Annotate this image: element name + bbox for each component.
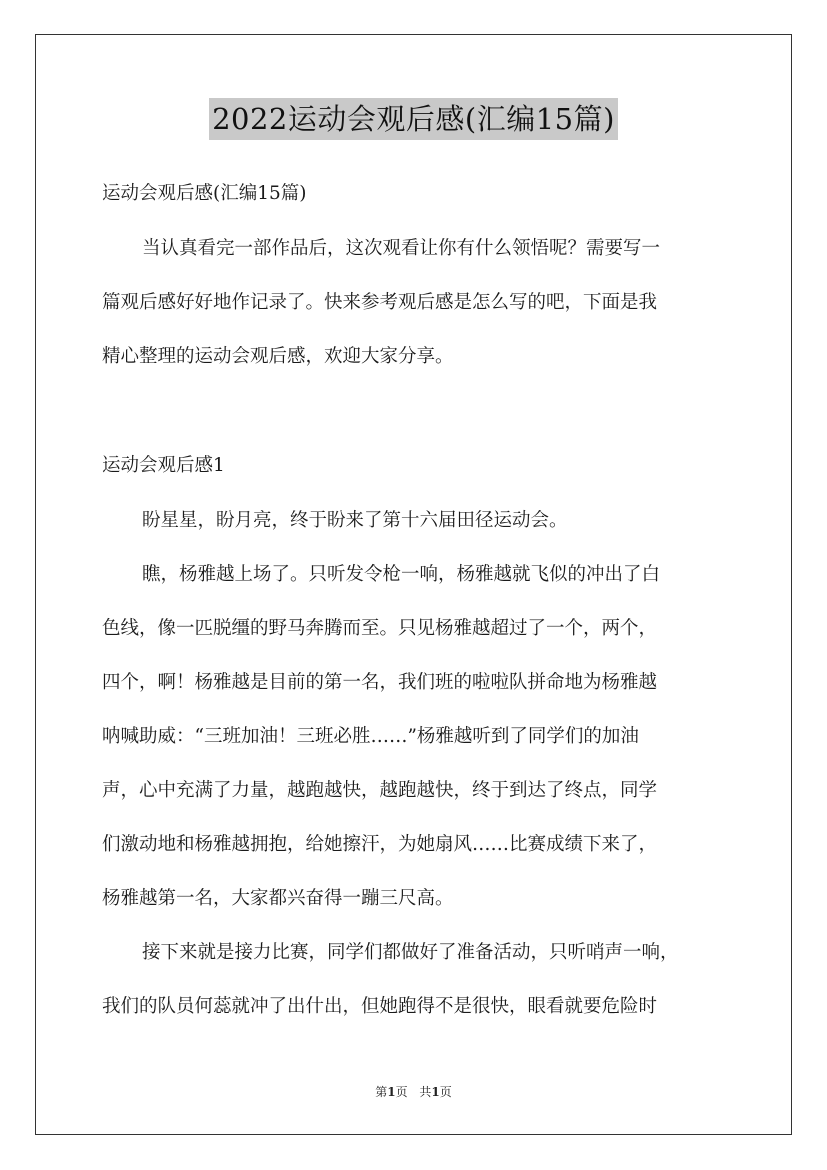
paragraph-line: 我们的队员何蕊就冲了出什出，但她跑得不是很快，眼看就要危险时 bbox=[102, 996, 658, 1017]
paragraph-line: 四个，啊！杨雅越是目前的第一名，我们班的啦啦队拼命地为杨雅越 bbox=[102, 672, 658, 693]
document-title: 2022运动会观后感(汇编15篇) bbox=[209, 98, 618, 140]
section-heading: 运动会观后感1 bbox=[102, 455, 225, 476]
paragraph-line: 呐喊助威：“三班加油！三班必胜……”杨雅越听到了同学们的加油 bbox=[102, 726, 639, 747]
paragraph-line: 们激动地和杨雅越拥抱，给她擦汗，为她扇风……比赛成绩下来了， bbox=[102, 834, 658, 855]
intro-line: 精心整理的运动会观后感，欢迎大家分享。 bbox=[102, 346, 454, 367]
paragraph-line: 杨雅越第一名，大家都兴奋得一蹦三尺高。 bbox=[102, 888, 454, 909]
page-indicator: 第1页 bbox=[375, 1085, 408, 1099]
intro-line: 当认真看完一部作品后，这次观看让你有什么领悟呢？需要写一 bbox=[142, 238, 661, 259]
total-pages-indicator: 共1页 bbox=[419, 1085, 452, 1099]
paragraph-line: 瞧，杨雅越上场了。只听发令枪一响，杨雅越就飞似的冲出了白 bbox=[142, 564, 661, 585]
document-body bbox=[102, 176, 742, 1025]
document-subtitle: 运动会观后感(汇编15篇) bbox=[102, 183, 307, 204]
page-footer bbox=[0, 1083, 827, 1100]
title-container bbox=[0, 98, 827, 140]
paragraph-line: 盼星星，盼月亮，终于盼来了第十六届田径运动会。 bbox=[142, 510, 568, 531]
intro-line: 篇观后感好好地作记录了。快来参考观后感是怎么写的吧，下面是我 bbox=[102, 292, 658, 313]
paragraph-line: 接下来就是接力比赛，同学们都做好了准备活动，只听哨声一响， bbox=[142, 942, 679, 963]
paragraph-line: 声，心中充满了力量，越跑越快，越跑越快，终于到达了终点，同学 bbox=[102, 780, 658, 801]
paragraph-line: 色线，像一匹脱缰的野马奔腾而至。只见杨雅越超过了一个，两个， bbox=[102, 618, 658, 639]
